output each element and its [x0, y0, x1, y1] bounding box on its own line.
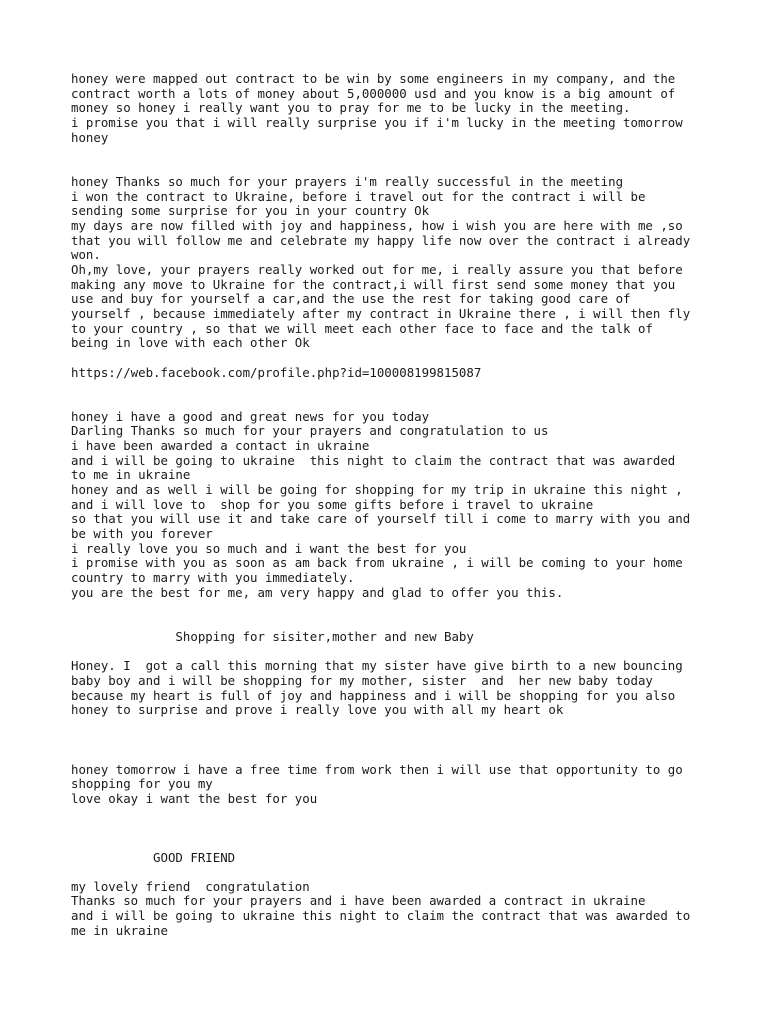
text-line: Darling Thanks so much for your prayers and congratulation to us [71, 423, 549, 438]
text-line: Thanks so much for your prayers and i have been awarded a contract in ukraine [71, 893, 646, 908]
section-heading: Shopping for sisiter,mother and new Baby [71, 629, 474, 644]
text-line: honey i have a good and great news for you today [71, 409, 430, 424]
section-heading: GOOD FRIEND [71, 850, 236, 865]
text-line: Oh,my love, your prayers really worked out for me, i really assure you that before [71, 262, 683, 277]
text-line: honey [71, 130, 109, 145]
text-line: sending some surprise for you in your country Ok [71, 203, 430, 218]
text-line: my days are now filled with joy and happiness, how i wish you are here with me ,so [71, 218, 683, 233]
text-line: i promise with you as soon as am back from ukraine , i will be coming to your home [71, 555, 683, 570]
text-line: because my heart is full of joy and happiness and i will be shopping for you also [71, 688, 676, 703]
text-line: honey to surprise and prove i really love you with all my heart ok [71, 702, 564, 717]
text-line: shopping for you my [71, 776, 213, 791]
text-line: to your country , so that we will meet each other face to face and the talk of [71, 321, 653, 336]
text-line: contract worth a lots of money about 5,000000 usd and you know is a big amount of [71, 86, 676, 101]
text-line: Honey. I got a call this morning that my sister have give birth to a new bouncing [71, 658, 683, 673]
text-line: and i will love to shop for you some gifts before i travel to ukraine [71, 497, 594, 512]
text-line: i have been awarded a contact in ukraine [71, 438, 370, 453]
text-line: and i will be going to ukraine this night to claim the contract that was awarded to [71, 908, 691, 923]
text-line: making any move to Ukraine for the contract,i will first send some money that you [71, 277, 676, 292]
text-line: me in ukraine [71, 923, 168, 938]
text-line: country to marry with you immediately. [71, 570, 355, 585]
text-line: i promise you that i will really surprise you if i'm lucky in the meeting tomorrow [71, 115, 683, 130]
text-line: honey Thanks so much for your prayers i'm really successful in the meeting [71, 174, 624, 189]
text-line: to me in ukraine [71, 467, 191, 482]
text-line: and i will be going to ukraine this night to claim the contract that was awarded [71, 453, 676, 468]
text-line: honey and as well i will be going for shopping for my trip in ukraine this night , [71, 482, 683, 497]
text-line: so that you will use it and take care of yourself till i come to marry with you and [71, 511, 691, 526]
profile-url-text: https://web.facebook.com/profile.php?id=100008199815087 [71, 365, 482, 380]
text-line: be with you forever [71, 526, 213, 541]
text-line: yourself , because immediately after my contract in Ukraine there , i will then fly [71, 306, 691, 321]
text-line: won. [71, 247, 101, 262]
text-line: use and buy for yourself a car,and the use the rest for taking good care of [71, 291, 631, 306]
text-line: money so honey i really want you to pray for me to be lucky in the meeting. [71, 100, 631, 115]
text-line: honey tomorrow i have a free time from work then i will use that opportunity to go [71, 762, 683, 777]
text-line: i really love you so much and i want the best for you [71, 541, 467, 556]
text-line: that you will follow me and celebrate my happy life now over the contract i already [71, 233, 691, 248]
text-line: honey were mapped out contract to be win by some engineers in my company, and the [71, 71, 676, 86]
text-line: love okay i want the best for you [71, 791, 318, 806]
text-line: baby boy and i will be shopping for my mother, sister and her new baby today [71, 673, 653, 688]
text-line: being in love with each other Ok [71, 335, 310, 350]
text-line: my lovely friend congratulation [71, 879, 310, 894]
text-line: i won the contract to Ukraine, before i travel out for the contract i will be [71, 189, 646, 204]
text-line: you are the best for me, am very happy and glad to offer you this. [71, 585, 564, 600]
